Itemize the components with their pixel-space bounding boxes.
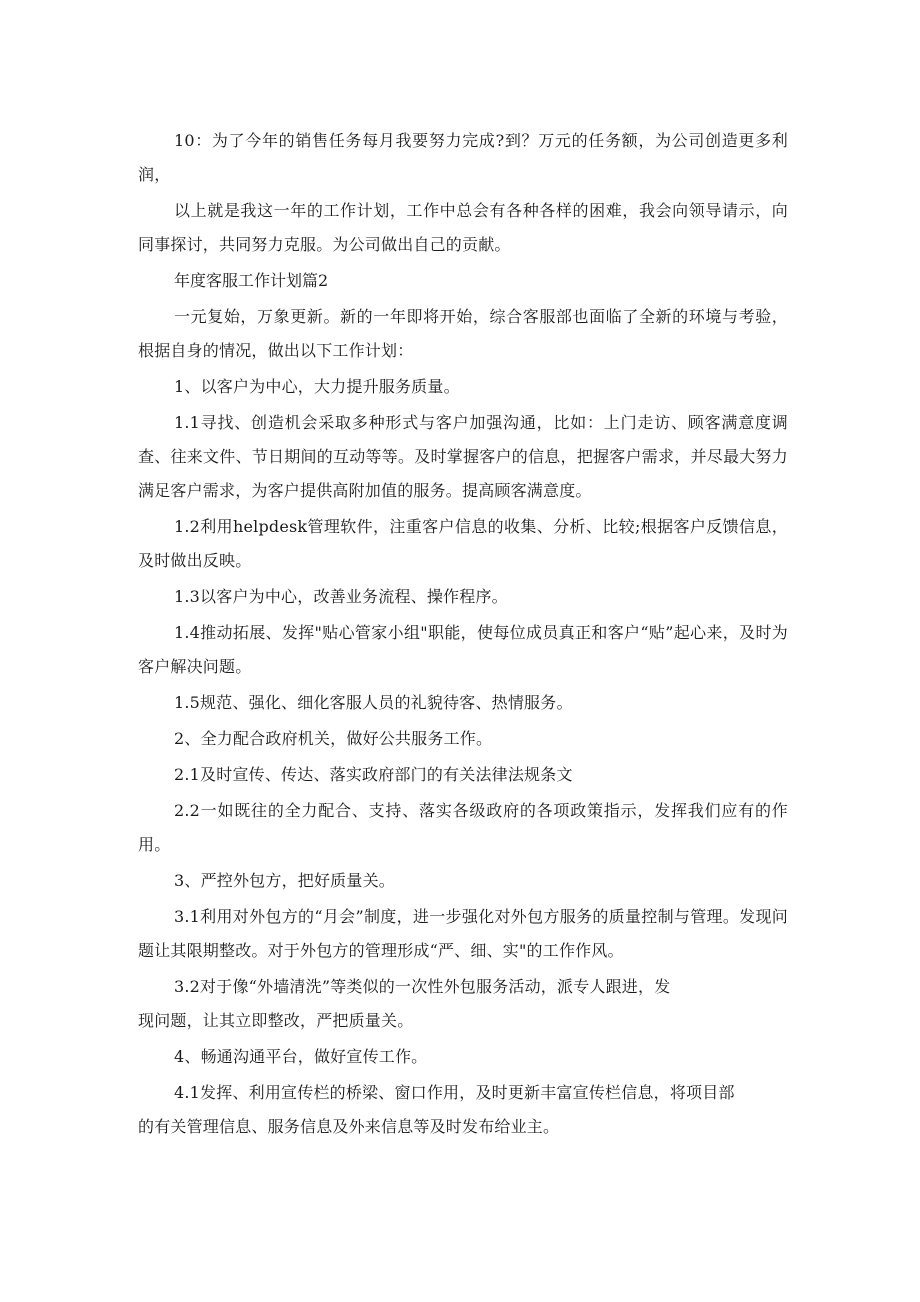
section-heading: 年度客服工作计划篇2: [174, 271, 329, 290]
paragraph-summary: 以上就是我这一年的工作计划，工作中总会有各种各样的困难，我会向领导请示，向同事探讨，共同努力克服。为公司做出自己的贡献。: [138, 201, 788, 254]
item-1-5: 1.5规范、强化、细化客服人员的礼貌待客、热情服务。: [174, 693, 573, 712]
item-1-1: 1.1寻找、创造机会采取多种形式与客户加强沟通，比如：上门走访、顾客满意度调查、往来文件、节日期间的互动等等。及时掌握客户的信息，把握客户需求，并尽最大努力满足客户需求，为客户提供高附加值的服务。提高顾客满意度。: [138, 413, 788, 500]
document-body: [138, 124, 788, 1146]
item-3-1: 3.1利用对外包方的“月会”制度，进一步强化对外包方服务的质量控制与管理。发现问题让其限期整改。对于外包方的管理形成“严、细、实"的工作作风。: [138, 907, 788, 960]
item-1-4: 1.4推动拓展、发挥"贴心管家小组"职能，使每位成员真正和客户“贴”起心来，及时为客户解决问题。: [138, 623, 788, 676]
paragraph-sales-target: 10：为了今年的销售任务每月我要努力完成?到？万元的任务额，为公司创造更多利润，: [138, 131, 788, 184]
item-2-1: 2.1及时宣传、传达、落实政府部门的有关法律法规条文: [174, 765, 573, 784]
item-1-2: 1.2利用helpdesk管理软件，注重客户信息的收集、分析、比较;根据客户反馈信息，及时做出反映。: [138, 517, 788, 570]
item-4-1-continued: 的有关管理信息、服务信息及外来信息等及时发布给业主。: [138, 1117, 560, 1136]
item-2-2: 2.2一如既往的全力配合、支持、落实各级政府的各项政策指示，发挥我们应有的作用。: [138, 801, 788, 854]
item-1: 1、以客户为中心，大力提升服务质量。: [174, 377, 460, 396]
item-3-2-continued: 现问题，让其立即整改，严把质量关。: [138, 1011, 414, 1030]
paragraph-intro: 一元复始，万象更新。新的一年即将开始，综合客服部也面临了全新的环境与考验，根据自身的情况，做出以下工作计划：: [138, 307, 788, 360]
item-2: 2、全力配合政府机关，做好公共服务工作。: [174, 729, 493, 748]
item-1-3: 1.3以客户为中心，改善业务流程、操作程序。: [174, 587, 508, 606]
item-4: 4、畅通沟通平台，做好宣传工作。: [174, 1047, 428, 1066]
item-3-2: 3.2对于像“外墙清洗”等类似的一次性外包服务活动，派专人跟进，发: [174, 977, 671, 996]
item-4-1: 4.1发挥、利用宣传栏的桥梁、窗口作用，及时更新丰富宣传栏信息，将项目部: [174, 1083, 735, 1102]
item-3: 3、严控外包方，把好质量关。: [174, 871, 395, 890]
